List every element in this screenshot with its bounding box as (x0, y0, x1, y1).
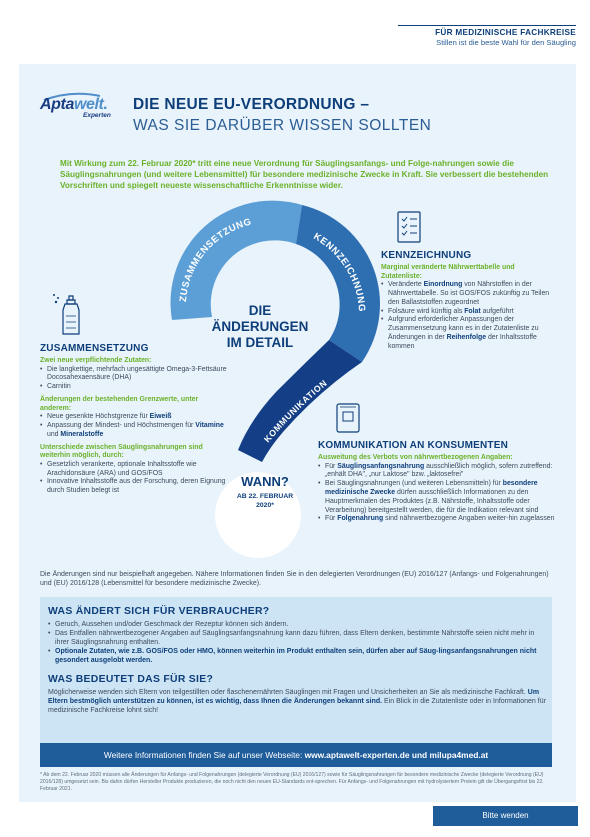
logo-sub: Experten (83, 112, 111, 119)
arc-label-ken: KENNZEICHNUNG (311, 231, 368, 313)
list-item: • Carnitin (40, 383, 230, 392)
kom-group1: Ausweitung des Verbots von nährwertbezogenen Angaben: (318, 454, 513, 461)
section-kennzeichnung (381, 250, 556, 352)
baby-bottle-icon (53, 294, 79, 334)
logo-word: Aptawelt. (40, 96, 108, 113)
ken-list1 (381, 281, 556, 351)
bedeutet-text: Möglicherweise wenden sich Eltern von teilgestillten oder flaschenernährten Säuglingen mit Fragen und Unsicherheiten an Sie als medizinische Fachkraft. Um Eltern bestmöglich unterstützen zu können, ist es wichtig, dass Ihnen die Änderungen bekannt sind. Ein Blick in die Zutatenliste oder in Informationen für medizinische Fachkreise lohnt sich! (48, 689, 546, 714)
header-subtitle: Stillen ist die beste Wahl für den Säugling (436, 38, 576, 47)
zus-list2 (40, 413, 230, 439)
list-item: • Geruch, Aussehen und/oder Geschmack der Rezeptur können sich ändern. (48, 620, 546, 629)
bitte-wenden-tab: Bitte wenden (433, 806, 578, 826)
zus-list3 (40, 461, 230, 496)
list-item: • Folsäure wird künftig als Folat aufgeführt (381, 308, 556, 317)
product-can-icon (337, 404, 359, 432)
wann-block (221, 474, 309, 510)
list-item: • Für Folgenahrung sind nährwertbezogene Angaben weiter-hin zugelassen (318, 515, 558, 524)
section-zusammensetzung (40, 343, 230, 496)
info-box (40, 597, 552, 767)
link-milupa4med[interactable]: milupa4med.at (429, 750, 489, 760)
zus-group3: Unterschiede zwischen Säuglingsnahrungen sind weiterhin möglich, durch: (40, 443, 203, 460)
zus-group1: Zwei neue verpflichtende Zutaten: (40, 357, 152, 364)
list-item: • Optionale Zutaten, wie z.B. GOS/FOS oder HMO, können weiterhin im Produkt enthalten sein, dürfen aber auf Säug-lingsanfangsnahrungen nicht gesondert ausgelobt werden. (48, 647, 546, 665)
verbraucher-list (48, 620, 546, 665)
page-title: DIE NEUE EU-VERORDNUNG – (133, 96, 370, 113)
checklist-icon (398, 212, 420, 242)
list-item: • Bei Säuglingsnahrungen (und weiteren Lebensmitteln) für besondere medizinische Zwecke dürfen ausschließlich Informationen zu den Hauptmerkmalen des Produktes (z.B. Nährstoffe, Inhaltsstoffe oder Verarbeitung) bereitgestellt werden, die für die Indikation relevant sind (318, 480, 558, 515)
list-item: • Die langkettige, mehrfach ungesättigte Omega-3-Fettsäure Docosahexaensäure (DHA) (40, 366, 230, 384)
lead-paragraph: Mit Wirkung zum 22. Februar 2020* tritt eine neue Verordnung für Säuglingsanfangs- und Folge-nahrungen sowie die Säuglingsnahrungen (und weitere Lebensmittel) für besondere medizinische Zwecke in Kraft. Sie verbessert die bestehenden Vorschriften und spiegelt neueste wissenschaftliche Erkenntnisse wider. (60, 159, 549, 191)
bedeutet-title: WAS BEDEUTET DAS FÜR SIE? (48, 674, 214, 685)
page-subtitle: WAS SIE DARÜBER WISSEN SOLLTEN (133, 117, 432, 134)
link-aptawelt[interactable]: www.aptawelt-experten.de (304, 750, 410, 760)
zus-list1 (40, 366, 230, 392)
weblink-bar: Weitere Informationen finden Sie auf unser Webseite: www.aptawelt-experten.de und milupa4med.at (40, 743, 552, 767)
ken-title: KENNZEICHNUNG (381, 250, 472, 261)
verbraucher-title: WAS ÄNDERT SICH FÜR VERBRAUCHER? (48, 606, 270, 617)
arc-label-zus: ZUSAMMENSETZUNG (177, 216, 253, 303)
regulation-note: Die Änderungen sind nur beispielhaft angegeben. Nähere Informationen finden Sie in den delegierten Verordnungen (EU) 2016/127 (Anfangs- und Folgenahrungen) und (EU) 2016/128 (Lebensmittel für besondere medizinische Zwecke). (40, 571, 549, 588)
header-title: FÜR MEDIZINISCHE FACHKREISE (435, 28, 576, 37)
list-item: • Gesetzlich verankerte, optionale Inhaltsstoffe wie Arachidonsäure (ARA) und GOS/FOS (40, 461, 230, 479)
ken-group1: Marginal veränderte Nährwerttabelle und Zutatenliste: (381, 264, 515, 280)
wann-date: AB 22. FEBRUAR 2020* (236, 493, 294, 509)
list-item: • Veränderte Einordnung von Nährstoffen in der Nährwerttabelle. So ist GOS/FOS zukünftig zu Teilen den Ballaststoffen zugeordnet (381, 281, 556, 307)
wann-title: WANN? (241, 474, 289, 489)
footnote: * Ab dem 22. Februar 2020 müssen alle Änderungen für Anfangs- und Folgenahrungen (delegierte Verordnung (EU) 2016/127) sowie für Säuglingsnahrungen für besondere medizinische Zwecke (delegierte Verordnung (EU) 2016/128) umgesetzt sein. Bis dahin dürfen Hersteller Produkte produzieren, die noch nicht den neuen EU-Standards ent-sprechen. Für Anfangs- und Folgenahrungen mit hydrolysiertem Protein gilt die Übergangsfrist bis 22. Februar 2021. (40, 772, 544, 792)
list-item: • Das Entfallen nährwertbezogener Angaben auf Säuglingsanfangsnahrung kann dazu führen, dass Eltern denken, bestimmte Nährstoffe seien nicht mehr in ihrer Säuglingsnahrung enthalten. (48, 629, 546, 647)
kom-title: KOMMUNIKATION AN KONSUMENTEN (318, 440, 509, 451)
list-item: • Neue gesenkte Höchstgrenze für Eiweiß (40, 413, 230, 422)
section-kommunikation (318, 440, 558, 524)
center-title-line3: IM DETAIL (226, 335, 294, 350)
zus-group2: Änderungen der bestehenden Grenzwerte, unter anderem: (40, 395, 199, 412)
kom-list1 (318, 463, 558, 525)
list-item: • Für Säuglingsanfangsnahrung ausschließlich möglich, sofern zutreffend: „enhält DHA", „nur Laktose" bzw. „laktosefrei" (318, 463, 558, 481)
arc-label-kom: KOMMUNIKATION (261, 377, 329, 445)
list-item: • Innovative Inhaltsstoffe aus der Forschung, deren Eignung durch Studien belegt ist (40, 478, 230, 496)
zus-title: ZUSAMMENSETZUNG (40, 343, 149, 354)
list-item: • Anpassung der Mindest- und Höchstmengen für Vitamine und Mineralstoffe (40, 422, 230, 440)
center-title-line1: DIE (248, 303, 272, 318)
list-item: • Aufgrund erforderlicher Anpassungen der Zusammensetzung kann es in der Zutatenliste zu Änderungen in der Reihenfolge der Inhaltsstoffe kommen (381, 316, 556, 351)
center-title-line2: ÄNDERUNGEN (211, 319, 309, 334)
